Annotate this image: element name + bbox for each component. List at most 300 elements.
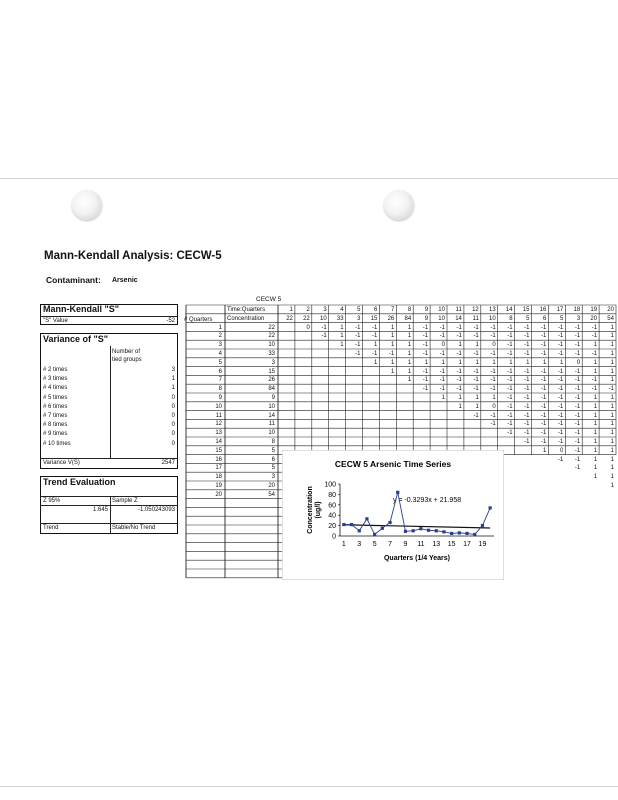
sign-cell: 1 bbox=[390, 333, 395, 340]
sign-cell: -1 bbox=[557, 403, 564, 410]
sign-cell: 1 bbox=[610, 324, 614, 331]
sign-cell: -1 bbox=[422, 324, 429, 331]
sign-cell: -1 bbox=[490, 386, 496, 393]
x-tick-label: 3 bbox=[357, 541, 362, 548]
concentration-cell: 3 bbox=[357, 316, 361, 322]
sign-cell: -1 bbox=[473, 333, 479, 340]
sign-cell: 1 bbox=[559, 359, 564, 366]
sign-cell: 1 bbox=[610, 359, 614, 366]
quarter-index: 1 bbox=[218, 324, 222, 331]
sign-cell: -1 bbox=[524, 333, 530, 340]
sign-cell: -1 bbox=[355, 333, 361, 340]
y-axis-label: (ug/l) bbox=[315, 501, 322, 519]
concentration-cell: 84 bbox=[404, 316, 412, 322]
sign-cell: -1 bbox=[473, 351, 479, 357]
tied-group-label: # 10 times bbox=[43, 440, 71, 447]
sign-cell: -1 bbox=[422, 386, 429, 393]
quarter-index: 4 bbox=[218, 351, 222, 357]
well-label: CECW 5 bbox=[256, 296, 282, 303]
concentration-value: 3 bbox=[271, 359, 275, 366]
sign-cell: 1 bbox=[340, 333, 344, 340]
quarter-index: 14 bbox=[215, 439, 222, 445]
data-point bbox=[404, 530, 407, 533]
quarter-index: 11 bbox=[215, 412, 222, 419]
trend-label: Trend bbox=[43, 525, 59, 531]
sign-cell: 1 bbox=[458, 342, 462, 349]
sign-cell: 1 bbox=[610, 395, 614, 401]
sign-cell: 1 bbox=[441, 395, 445, 401]
quarter-number: 1 bbox=[289, 307, 293, 313]
sign-cell: 1 bbox=[593, 439, 598, 445]
mk-s-header: Mann-Kendall "S" bbox=[43, 304, 120, 314]
sign-cell: -1 bbox=[490, 351, 496, 357]
sign-cell: -1 bbox=[541, 368, 547, 375]
x-axis-label: Quarters (1/4 Years) bbox=[383, 555, 451, 562]
y-tick-label: 20 bbox=[328, 523, 336, 531]
tied-group-label: # 8 times bbox=[43, 422, 68, 429]
sign-cell: -1 bbox=[574, 447, 581, 454]
sign-cell: 1 bbox=[610, 412, 614, 419]
sign-cell: -1 bbox=[507, 342, 513, 349]
quarters-header: # Quarters bbox=[184, 317, 213, 323]
sign-cell: 1 bbox=[610, 439, 614, 445]
sign-cell: -1 bbox=[557, 368, 564, 375]
sign-cell: 1 bbox=[407, 324, 412, 331]
concentration-value: 20 bbox=[268, 483, 275, 489]
sign-cell: 1 bbox=[374, 359, 378, 366]
concentration-cell: 10 bbox=[489, 316, 496, 322]
sign-cell: -1 bbox=[591, 333, 598, 340]
sign-cell: 1 bbox=[593, 465, 598, 472]
quarter-index: 13 bbox=[215, 430, 222, 437]
data-point bbox=[381, 527, 384, 530]
quarter-index: 9 bbox=[218, 395, 222, 401]
concentration-cell: 33 bbox=[336, 316, 344, 322]
z95-label: Z 95% bbox=[43, 498, 61, 504]
sign-cell: 1 bbox=[610, 368, 614, 375]
sign-cell: -1 bbox=[574, 342, 581, 349]
concentration-cell: 22 bbox=[286, 316, 293, 322]
sign-cell: 1 bbox=[407, 377, 412, 384]
sign-cell: -1 bbox=[524, 430, 530, 437]
sign-cell: -1 bbox=[574, 351, 581, 357]
sign-cell: -1 bbox=[557, 456, 564, 463]
sign-cell: 1 bbox=[509, 359, 513, 366]
tied-group-label: # 9 times bbox=[43, 431, 68, 438]
concentration-value: 8 bbox=[271, 439, 275, 445]
sign-cell: -1 bbox=[355, 351, 361, 357]
sign-cell: -1 bbox=[422, 333, 429, 340]
quarter-index: 10 bbox=[215, 403, 222, 410]
quarter-number: 14 bbox=[505, 307, 513, 313]
data-point bbox=[419, 527, 422, 530]
x-tick-label: 9 bbox=[403, 541, 408, 548]
concentration-value: 10 bbox=[268, 430, 275, 437]
concentration-cell: 3 bbox=[576, 316, 581, 322]
data-point bbox=[388, 521, 391, 524]
tied-groups-label-2: tied groups bbox=[112, 357, 142, 363]
sign-cell: -1 bbox=[541, 430, 547, 437]
quarter-index: 20 bbox=[215, 491, 222, 498]
tied-group-count: 0 bbox=[171, 394, 175, 401]
sign-cell: 1 bbox=[407, 333, 412, 340]
sign-cell: 1 bbox=[475, 395, 479, 401]
mk-s-value: -52 bbox=[166, 318, 175, 324]
sign-cell: -1 bbox=[507, 368, 513, 375]
sign-cell: -1 bbox=[507, 333, 513, 340]
sign-cell: -1 bbox=[524, 377, 530, 384]
concentration-value: 5 bbox=[271, 465, 275, 472]
data-point bbox=[473, 533, 476, 536]
sign-cell: -1 bbox=[372, 351, 378, 357]
x-tick-label: 13 bbox=[432, 541, 441, 548]
sign-cell: 1 bbox=[610, 403, 614, 410]
sign-cell: -1 bbox=[490, 421, 496, 428]
sign-cell: 1 bbox=[593, 456, 598, 463]
tied-group-count: 0 bbox=[171, 413, 175, 419]
sign-cell: 1 bbox=[424, 359, 429, 366]
concentration-value: 5 bbox=[271, 447, 275, 454]
tied-group-count: 0 bbox=[171, 440, 175, 447]
sign-cell: 1 bbox=[475, 342, 479, 349]
sign-cell: -1 bbox=[456, 333, 462, 340]
sign-cell: -1 bbox=[557, 333, 564, 340]
tied-group-count: 0 bbox=[171, 422, 175, 429]
sign-cell: 1 bbox=[407, 368, 412, 375]
x-tick-label: 17 bbox=[463, 541, 471, 548]
sign-cell: -1 bbox=[524, 368, 530, 375]
sign-cell: 1 bbox=[407, 359, 412, 366]
concentration-cell: 6 bbox=[543, 316, 547, 322]
quarter-number: 18 bbox=[573, 307, 581, 313]
sign-cell: -1 bbox=[574, 456, 581, 463]
sign-cell: -1 bbox=[541, 342, 547, 349]
x-tick-label: 15 bbox=[447, 541, 456, 548]
data-point bbox=[465, 532, 468, 535]
sign-cell: -1 bbox=[541, 395, 547, 401]
tied-group-label: # 2 times bbox=[43, 367, 68, 373]
page-title: Mann-Kendall Analysis: CECW-5 bbox=[44, 250, 222, 262]
y-tick-label: 40 bbox=[328, 512, 336, 520]
sign-cell: -1 bbox=[507, 421, 513, 428]
quarter-number: 2 bbox=[306, 307, 310, 313]
sign-cell: -1 bbox=[574, 395, 581, 401]
sign-cell: 1 bbox=[340, 342, 344, 349]
sign-cell: -1 bbox=[608, 386, 614, 393]
sign-cell: 1 bbox=[593, 395, 598, 401]
tied-group-label: # 5 times bbox=[43, 394, 68, 401]
concentration-value: 10 bbox=[268, 342, 275, 349]
concentration-value: 6 bbox=[271, 456, 275, 463]
sign-cell: -1 bbox=[591, 377, 598, 384]
concentration-cell: 14 bbox=[455, 316, 462, 322]
concentration-cell: 22 bbox=[303, 316, 310, 322]
sign-cell: -1 bbox=[524, 439, 530, 445]
x-tick-label: 5 bbox=[372, 541, 377, 548]
sign-cell: 1 bbox=[475, 403, 479, 410]
sign-cell: -1 bbox=[574, 368, 581, 375]
quarter-index: 16 bbox=[215, 456, 222, 463]
sign-cell: -1 bbox=[507, 395, 513, 401]
concentration-cell: 20 bbox=[590, 316, 598, 322]
sign-cell: 0 bbox=[492, 403, 496, 410]
sign-cell: 0 bbox=[559, 447, 564, 454]
sign-cell: 1 bbox=[340, 324, 344, 331]
sign-cell: -1 bbox=[574, 403, 581, 410]
concentration-value: 33 bbox=[268, 351, 275, 357]
sign-cell: 1 bbox=[593, 359, 598, 366]
quarter-index: 15 bbox=[215, 447, 222, 454]
sign-cell: -1 bbox=[557, 342, 564, 349]
sign-cell: 1 bbox=[610, 377, 614, 384]
sign-cell: -1 bbox=[439, 324, 445, 331]
sign-cell: 1 bbox=[593, 403, 598, 410]
quarter-number: 20 bbox=[607, 307, 614, 313]
quarter-index: 2 bbox=[218, 333, 222, 340]
concentration-cell: 5 bbox=[559, 316, 564, 322]
tied-group-label: # 4 times bbox=[43, 385, 68, 392]
sign-cell: -1 bbox=[541, 412, 547, 419]
trend-header: Trend Evaluation bbox=[43, 477, 116, 487]
sign-cell: -1 bbox=[439, 368, 445, 375]
sign-cell: -1 bbox=[574, 439, 581, 445]
quarter-number: 13 bbox=[489, 307, 496, 313]
sample-z-label: Sample Z bbox=[112, 498, 138, 504]
quarter-number: 7 bbox=[390, 307, 395, 313]
concentration-cell: 15 bbox=[370, 316, 378, 322]
sign-cell: 1 bbox=[610, 465, 614, 472]
concentration-cell: 26 bbox=[387, 316, 395, 322]
data-point bbox=[442, 530, 445, 533]
sign-cell: 1 bbox=[593, 447, 598, 454]
data-point bbox=[358, 529, 361, 532]
sign-cell: -1 bbox=[456, 377, 462, 384]
sign-cell: -1 bbox=[490, 412, 496, 419]
data-point bbox=[435, 529, 438, 532]
sign-cell: -1 bbox=[422, 342, 429, 349]
sign-cell: -1 bbox=[439, 386, 445, 393]
sign-cell: 1 bbox=[610, 421, 614, 428]
sign-cell: -1 bbox=[388, 351, 395, 357]
sign-cell: -1 bbox=[541, 403, 547, 410]
concentration-value: 14 bbox=[268, 412, 275, 419]
chart-title: CECW 5 Arsenic Time Series bbox=[334, 459, 452, 469]
sign-cell: -1 bbox=[439, 333, 445, 340]
concentration-value: 11 bbox=[268, 421, 275, 428]
sign-cell: -1 bbox=[490, 333, 496, 340]
quarter-number: 10 bbox=[438, 307, 445, 313]
sign-cell: -1 bbox=[355, 324, 361, 331]
y-axis-label: Concentration bbox=[307, 486, 314, 534]
sign-cell: -1 bbox=[541, 421, 547, 428]
sign-cell: -1 bbox=[473, 386, 479, 393]
quarter-index: 5 bbox=[218, 359, 222, 366]
sign-cell: 1 bbox=[390, 324, 395, 331]
sign-cell: -1 bbox=[557, 412, 564, 419]
quarter-index: 7 bbox=[218, 377, 222, 384]
sign-cell: -1 bbox=[456, 351, 462, 357]
x-tick-label: 1 bbox=[341, 541, 346, 548]
sign-cell: -1 bbox=[541, 351, 547, 357]
sign-cell: -1 bbox=[507, 430, 513, 437]
sign-cell: 1 bbox=[475, 359, 479, 366]
sign-cell: 1 bbox=[610, 351, 614, 357]
data-point bbox=[427, 529, 430, 532]
sign-cell: -1 bbox=[557, 421, 564, 428]
sign-cell: 1 bbox=[458, 359, 462, 366]
sign-cell: -1 bbox=[574, 333, 581, 340]
sign-cell: 1 bbox=[610, 333, 614, 340]
quarter-index: 17 bbox=[215, 465, 222, 472]
sign-cell: -1 bbox=[557, 395, 564, 401]
variance-vs-label: Variance V(S) bbox=[43, 460, 80, 466]
sign-cell: -1 bbox=[574, 386, 581, 393]
sign-cell: -1 bbox=[490, 377, 496, 384]
sign-cell: 1 bbox=[543, 359, 547, 366]
sign-cell: -1 bbox=[574, 465, 581, 472]
sign-cell: -1 bbox=[524, 324, 530, 331]
sign-cell: -1 bbox=[372, 324, 378, 331]
concentration-cell: 11 bbox=[472, 316, 479, 322]
sign-cell: 1 bbox=[390, 359, 395, 366]
data-point bbox=[450, 532, 453, 535]
sign-cell: 0 bbox=[441, 342, 445, 349]
sign-cell: 1 bbox=[593, 342, 598, 349]
sign-cell: -1 bbox=[507, 412, 513, 419]
sign-cell: 1 bbox=[593, 368, 598, 375]
tied-group-label: # 7 times bbox=[43, 413, 68, 419]
data-point bbox=[342, 523, 345, 526]
quarter-index: 12 bbox=[215, 421, 222, 428]
sign-cell: -1 bbox=[507, 377, 513, 384]
sign-cell: 1 bbox=[610, 474, 614, 481]
concentration-value: 26 bbox=[268, 377, 275, 384]
sign-cell: -1 bbox=[372, 333, 378, 340]
sign-cell: -1 bbox=[439, 377, 445, 384]
variance-vs-value: 2547 bbox=[161, 460, 175, 466]
quarter-index: 19 bbox=[215, 483, 222, 489]
sign-cell: 1 bbox=[458, 395, 462, 401]
sign-cell: -1 bbox=[557, 324, 564, 331]
concentration-cell: 8 bbox=[509, 316, 513, 322]
sign-cell: -1 bbox=[422, 377, 429, 384]
mk-s-label: "S" Value bbox=[43, 318, 68, 324]
quarter-number: 11 bbox=[455, 307, 462, 313]
sign-cell: -1 bbox=[456, 324, 462, 331]
sign-cell: 1 bbox=[593, 430, 598, 437]
sign-cell: -1 bbox=[524, 351, 530, 357]
sign-cell: -1 bbox=[557, 377, 564, 384]
quarter-index: 18 bbox=[215, 474, 222, 481]
sign-cell: 1 bbox=[407, 351, 412, 357]
y-tick-label: 60 bbox=[328, 502, 336, 510]
sign-cell: -1 bbox=[557, 439, 564, 445]
concentration-cell: 10 bbox=[320, 316, 327, 322]
sign-cell: -1 bbox=[507, 386, 513, 393]
data-point bbox=[412, 529, 415, 532]
tied-group-count: 3 bbox=[171, 367, 175, 373]
x-tick-label: 7 bbox=[388, 541, 393, 548]
sign-cell: -1 bbox=[507, 403, 513, 410]
sign-cell: 1 bbox=[492, 359, 496, 366]
sign-cell: 1 bbox=[610, 430, 614, 437]
time-series-chart bbox=[282, 450, 504, 580]
trendline-equation: y = -0.3293x + 21.958 bbox=[393, 497, 462, 504]
concentration-cell: 10 bbox=[438, 316, 445, 322]
sign-cell: -1 bbox=[490, 324, 496, 331]
sign-cell: -1 bbox=[541, 324, 547, 331]
sign-cell: -1 bbox=[473, 324, 479, 331]
sign-cell: -1 bbox=[591, 351, 598, 357]
concentration-cell: 9 bbox=[424, 316, 429, 322]
sign-cell: -1 bbox=[541, 386, 547, 393]
quarter-index: 8 bbox=[218, 386, 222, 393]
data-point bbox=[396, 491, 399, 494]
sign-cell: -1 bbox=[473, 377, 479, 384]
sign-cell: 1 bbox=[390, 342, 395, 349]
data-point bbox=[350, 523, 353, 526]
sign-cell: 1 bbox=[458, 403, 462, 410]
sign-cell: -1 bbox=[541, 333, 547, 340]
concentration-value: 9 bbox=[271, 395, 275, 401]
data-point bbox=[365, 517, 368, 520]
concentration-value: 22 bbox=[268, 333, 275, 340]
quarter-number: 12 bbox=[472, 307, 479, 313]
sign-cell: 0 bbox=[576, 359, 581, 366]
sign-cell: 1 bbox=[610, 342, 614, 349]
tied-group-count: 0 bbox=[171, 431, 175, 438]
sign-cell: 1 bbox=[441, 359, 445, 366]
quarter-number: 17 bbox=[556, 307, 564, 313]
sign-cell: -1 bbox=[524, 342, 530, 349]
sign-cell: 1 bbox=[407, 342, 412, 349]
data-point bbox=[481, 524, 484, 527]
sign-cell: -1 bbox=[557, 351, 564, 357]
y-tick-label: 80 bbox=[328, 491, 336, 499]
sign-cell: -1 bbox=[507, 351, 513, 357]
concentration-value: 84 bbox=[268, 386, 275, 393]
quarter-number: 5 bbox=[357, 307, 361, 313]
sign-cell: -1 bbox=[524, 403, 530, 410]
data-point bbox=[458, 531, 461, 534]
sign-cell: -1 bbox=[541, 439, 547, 445]
concentration-value: 15 bbox=[268, 368, 275, 375]
sign-cell: -1 bbox=[574, 421, 581, 428]
sign-cell: -1 bbox=[574, 430, 581, 437]
x-tick-label: 11 bbox=[417, 541, 425, 548]
sign-cell: -1 bbox=[439, 351, 445, 357]
z95-value: 1.645 bbox=[92, 507, 108, 513]
sign-cell: 1 bbox=[492, 395, 496, 401]
sign-cell: -1 bbox=[422, 351, 429, 357]
sample-z-value: -1.050243093 bbox=[137, 507, 175, 513]
quarter-number: 6 bbox=[374, 307, 378, 313]
quarter-number: 16 bbox=[539, 307, 547, 313]
concentration-value: 54 bbox=[268, 491, 275, 498]
sign-cell: -1 bbox=[524, 412, 530, 419]
quarter-number: 4 bbox=[340, 307, 344, 313]
sign-cell: -1 bbox=[574, 324, 581, 331]
sign-cell: 1 bbox=[593, 412, 598, 419]
tied-group-count: 1 bbox=[171, 385, 175, 392]
contaminant-label: Contaminant: bbox=[46, 275, 101, 285]
sign-cell: -1 bbox=[490, 368, 496, 375]
tied-group-label: # 3 times bbox=[43, 376, 68, 383]
tied-group-count: 1 bbox=[171, 376, 175, 383]
tied-group-label: # 6 times bbox=[43, 403, 68, 410]
sign-cell: -1 bbox=[456, 368, 462, 375]
sign-cell: 1 bbox=[610, 447, 614, 454]
